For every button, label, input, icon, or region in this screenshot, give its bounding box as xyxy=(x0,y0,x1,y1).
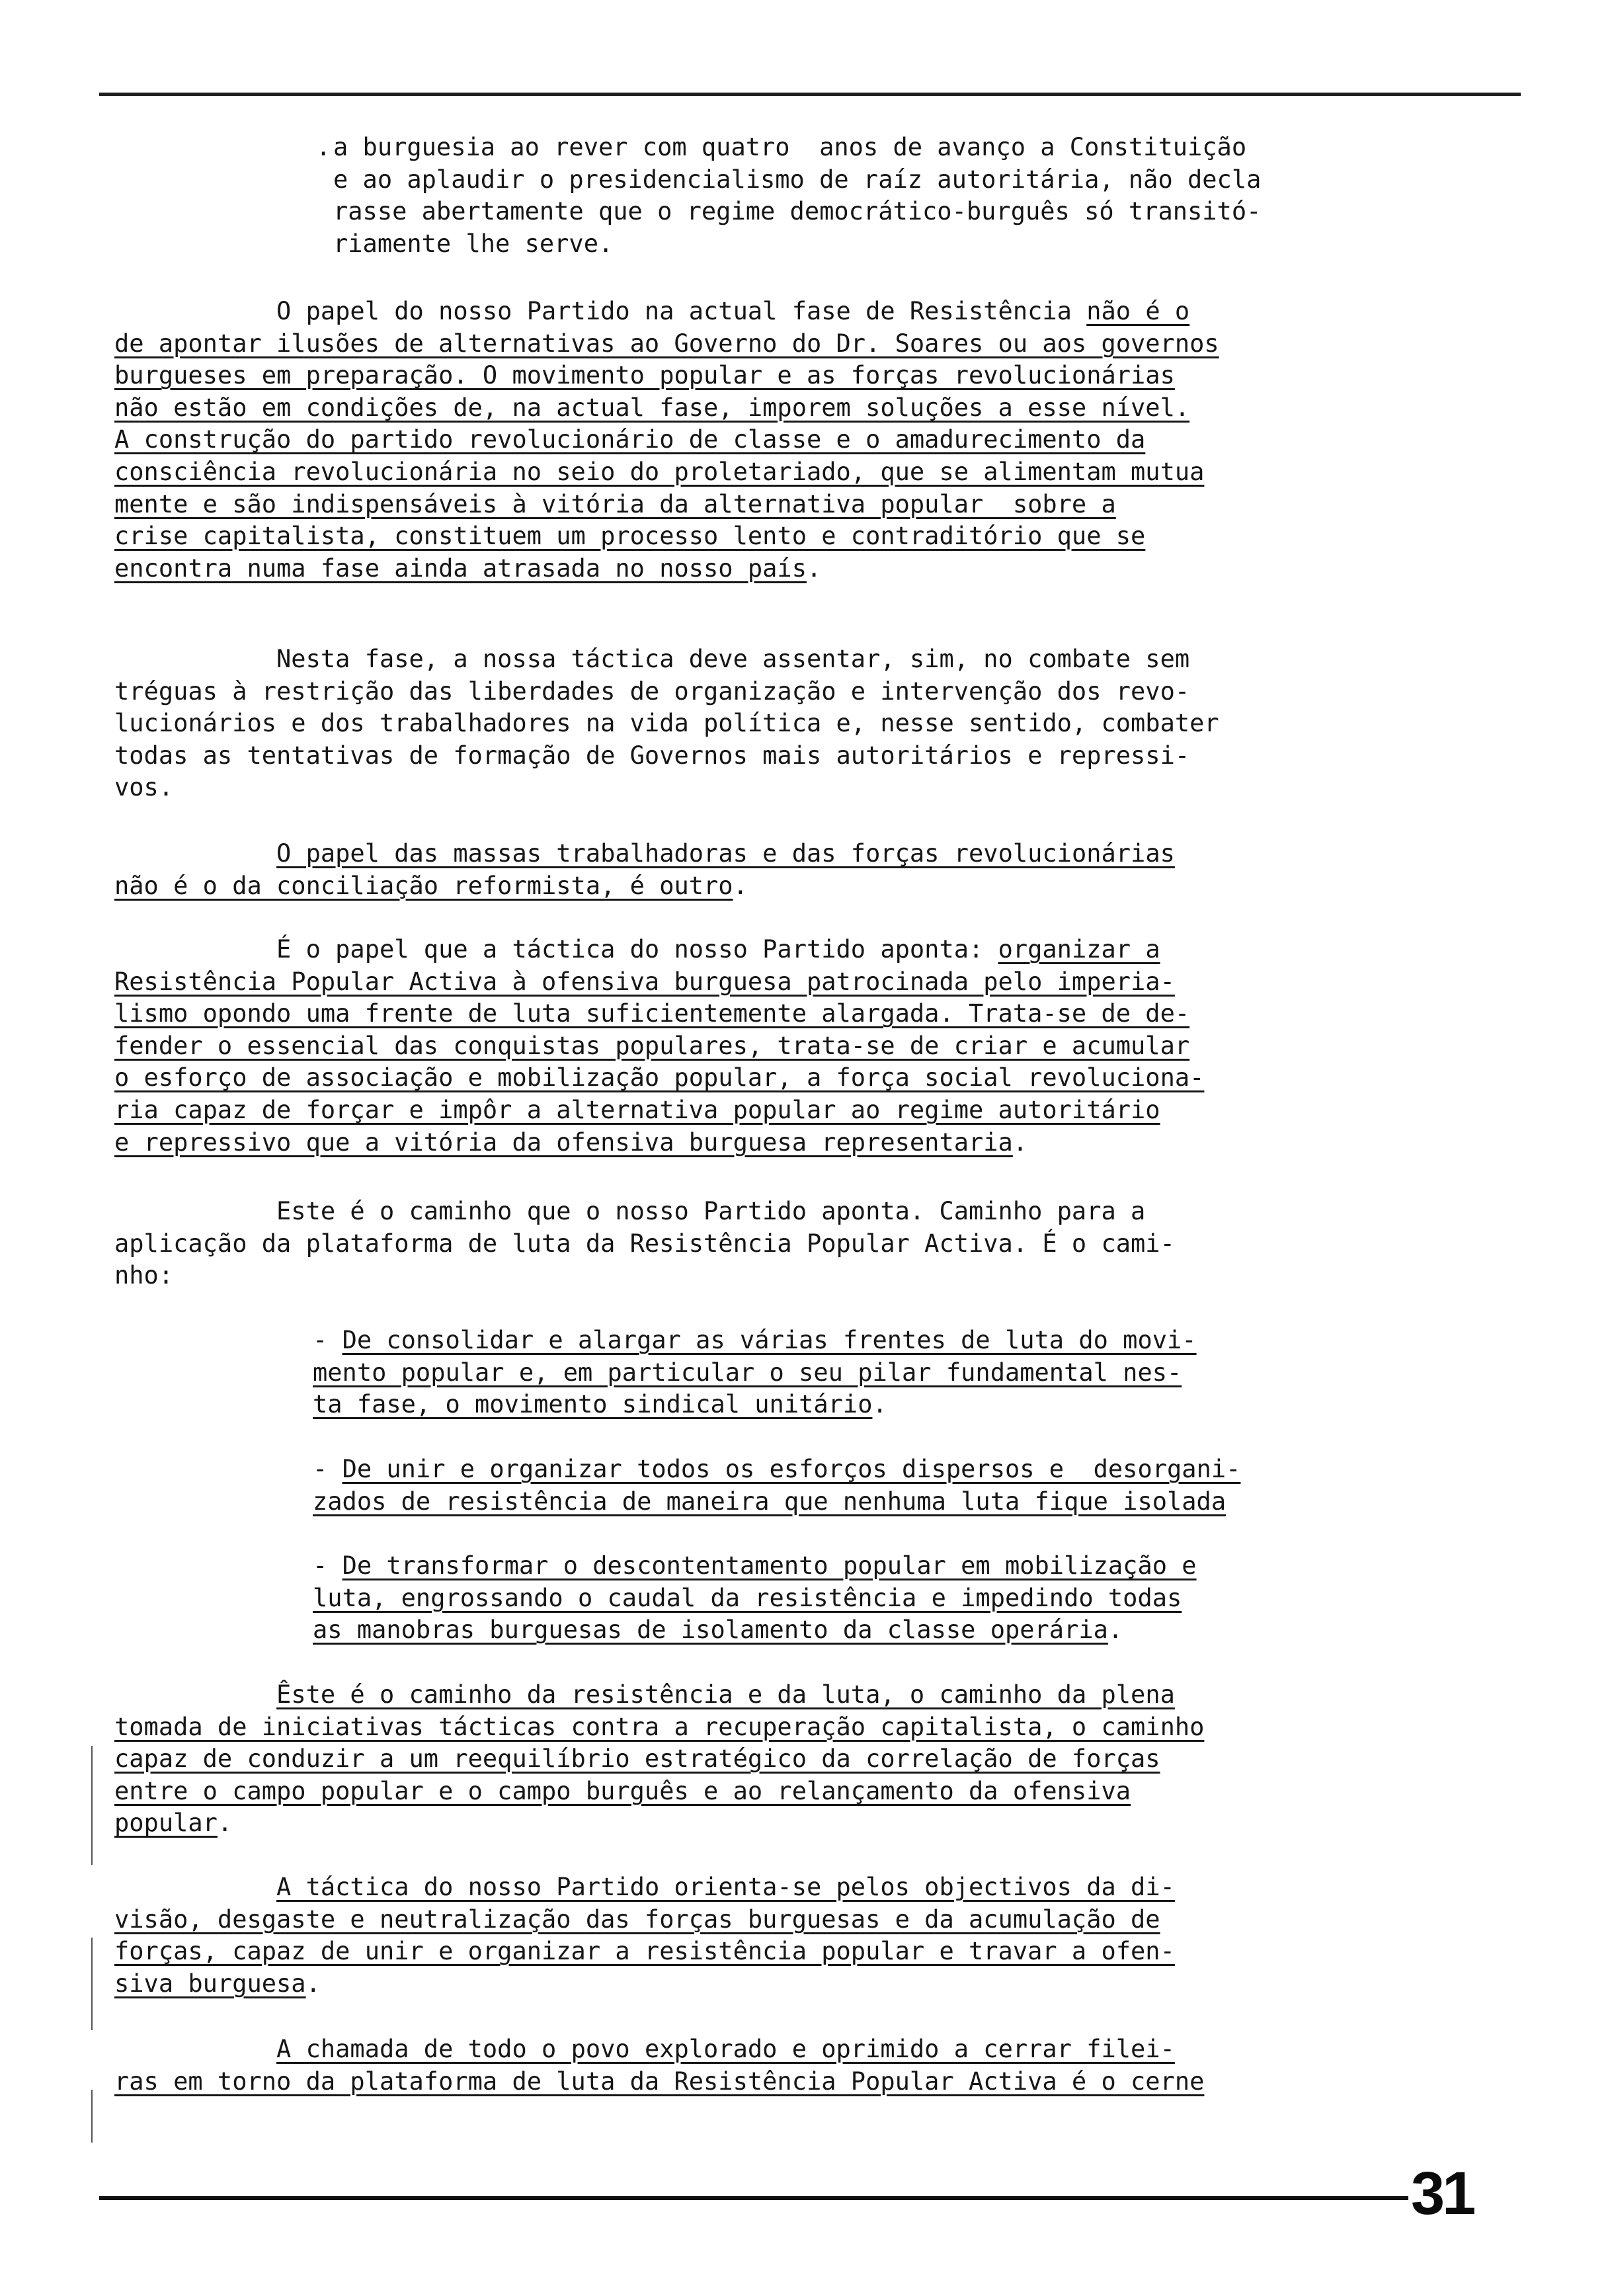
paragraph-masses xyxy=(114,838,1175,902)
paragraph-party-role-tail: . xyxy=(806,554,822,583)
margin-mark xyxy=(91,1746,93,1865)
paragraph-resistance-path-lead xyxy=(114,1680,276,1709)
paragraph-call-underlined: A chamada de todo o povo explorado e oprimido a cerrar filei- ras em torno da plataforma de luta da Resistência Popular Activa é o cerne xyxy=(114,2035,1205,2096)
bottom-rule xyxy=(99,2196,1408,2200)
list-item-unite xyxy=(313,1454,1240,1518)
paragraph-call xyxy=(114,2033,1204,2098)
paragraph-bourgeoisie xyxy=(333,132,1261,260)
page-number: 31 xyxy=(1411,2160,1474,2227)
paragraph-party-role-underlined: não é o de apontar ilusões de alternativas ao Governo do Dr. Soares ou aos governos burgueses em preparação. O movimento popular e as forças revolucionárias não estão em condições de, na actual fase, imporem soluções a esse nível. A construção do partido revolucionário de classe e o amadurecimento da consciência revolucionária no seio do proletariado, que se alimentam mutua mente e são indispensáveis à vitória da alternativa popular sobre a crise capitalista, constituem um processo lento e contraditório que se encontra numa fase ainda atrasada no nosso país xyxy=(114,297,1219,583)
bullet-dot: . xyxy=(316,133,331,161)
list-item-consolidate xyxy=(313,1325,1197,1421)
paragraph-masses-underlined: O papel das massas trabalhadoras e das forças revolucionárias não é o da conciliação reformista, é outro xyxy=(114,839,1175,900)
paragraph-popular-resistance-lead: É o papel que a táctica do nosso Partido aponta: xyxy=(114,935,998,964)
margin-mark xyxy=(91,2090,93,2143)
paragraph-tactic-text: Nesta fase, a nossa táctica deve assentar, sim, no combate sem tréguas à restrição das liberdades de organização e intervenção dos revo- lucionários e dos trabalhadores na vida política e, nesse sentido, combater todas as tentativas de formação de Governos mais autoritários e repressi- vos. xyxy=(114,645,1219,802)
list-item-dash: - xyxy=(313,1326,342,1354)
list-item-consolidate-tail: . xyxy=(872,1390,887,1419)
paragraph-call-lead xyxy=(114,2035,276,2063)
paragraph-objectives-underlined: A táctica do nosso Partido orienta-se pelos objectivos da di- visão, desgaste e neutralização das forças burguesas e da acumulação de forças, capaz de unir e organizar a resistência popular e travar a ofen- siva burguesa xyxy=(114,1873,1175,1998)
paragraph-path xyxy=(114,1196,1175,1292)
paragraph-party-role xyxy=(114,296,1219,585)
paragraph-resistance-path xyxy=(114,1679,1204,1840)
paragraph-objectives xyxy=(114,1871,1175,2000)
list-item-transform-text: De transformar o descontentamento popular em mobilização e luta, engrossando o caudal da resistência e impedindo todas as manobras burguesas de isolamento da classe operária xyxy=(313,1551,1197,1645)
paragraph-popular-resistance-underlined: organizar a Resistência Popular Activa à ofensiva burguesa patrocinada pelo imperia- lismo opondo uma frente de luta suficientemente alargada. Trata-se de de- fender o essencial das conquistas populares, trata-se de criar e acumular o esforço de associação e mobilização popular, a força social revoluciona- ria capaz de forçar e impôr a alternativa popular ao regime autoritário e repressivo que a vitória da ofensiva burguesa representaria xyxy=(114,935,1205,1157)
paragraph-popular-resistance-tail: . xyxy=(1012,1128,1028,1157)
paragraph-resistance-path-underlined: Êste é o caminho da resistência e da luta, o caminho da plena tomada de iniciativas tácticas contra a recuperação capitalista, o caminho capaz de conduzir a um reequilíbrio estratégico da correlação de forças entre o campo popular e o campo burguês e ao relançamento da ofensiva popular xyxy=(114,1680,1205,1838)
paragraph-path-text: Este é o caminho que o nosso Partido aponta. Caminho para a aplicação da plataforma de luta da Resistência Popular Activa. É o cami- nho: xyxy=(114,1197,1175,1290)
paragraph-masses-tail: . xyxy=(733,871,748,900)
paragraph-party-role-lead: O papel do nosso Partido na actual fase de Resistência xyxy=(114,297,1087,325)
margin-mark xyxy=(91,1938,93,2030)
paragraph-objectives-tail: . xyxy=(305,1969,321,1998)
list-item-unite-text: De unir e organizar todos os esforços dispersos e desorgani- zados de resistência de maneira que nenhuma luta fique isolada xyxy=(313,1455,1241,1516)
paragraph-masses-lead xyxy=(114,839,276,868)
paragraph-resistance-path-tail: . xyxy=(217,1809,233,1838)
list-item-transform-tail: . xyxy=(1107,1616,1123,1645)
paragraph-objectives-lead xyxy=(114,1873,276,1901)
top-rule xyxy=(99,93,1521,96)
list-item-dash: - xyxy=(313,1551,342,1580)
paragraph-popular-resistance xyxy=(114,934,1204,1159)
list-item-transform xyxy=(313,1550,1197,1647)
list-item-dash: - xyxy=(313,1455,342,1483)
list-item-consolidate-text: De consolidar e alargar as várias frentes de luta do movi- mento popular e, em particular o seu pilar fundamental nes- ta fase, o movimento sindical unitário xyxy=(313,1326,1197,1419)
paragraph-bourgeoisie-text: a burguesia ao rever com quatro anos de avanço a Constituição e ao aplaudir o presidencialismo de raíz autoritária, não decla rasse abertamente que o regime democrático-burguês só transitó- riamente lhe serve. xyxy=(333,133,1262,258)
paragraph-tactic xyxy=(114,643,1219,804)
